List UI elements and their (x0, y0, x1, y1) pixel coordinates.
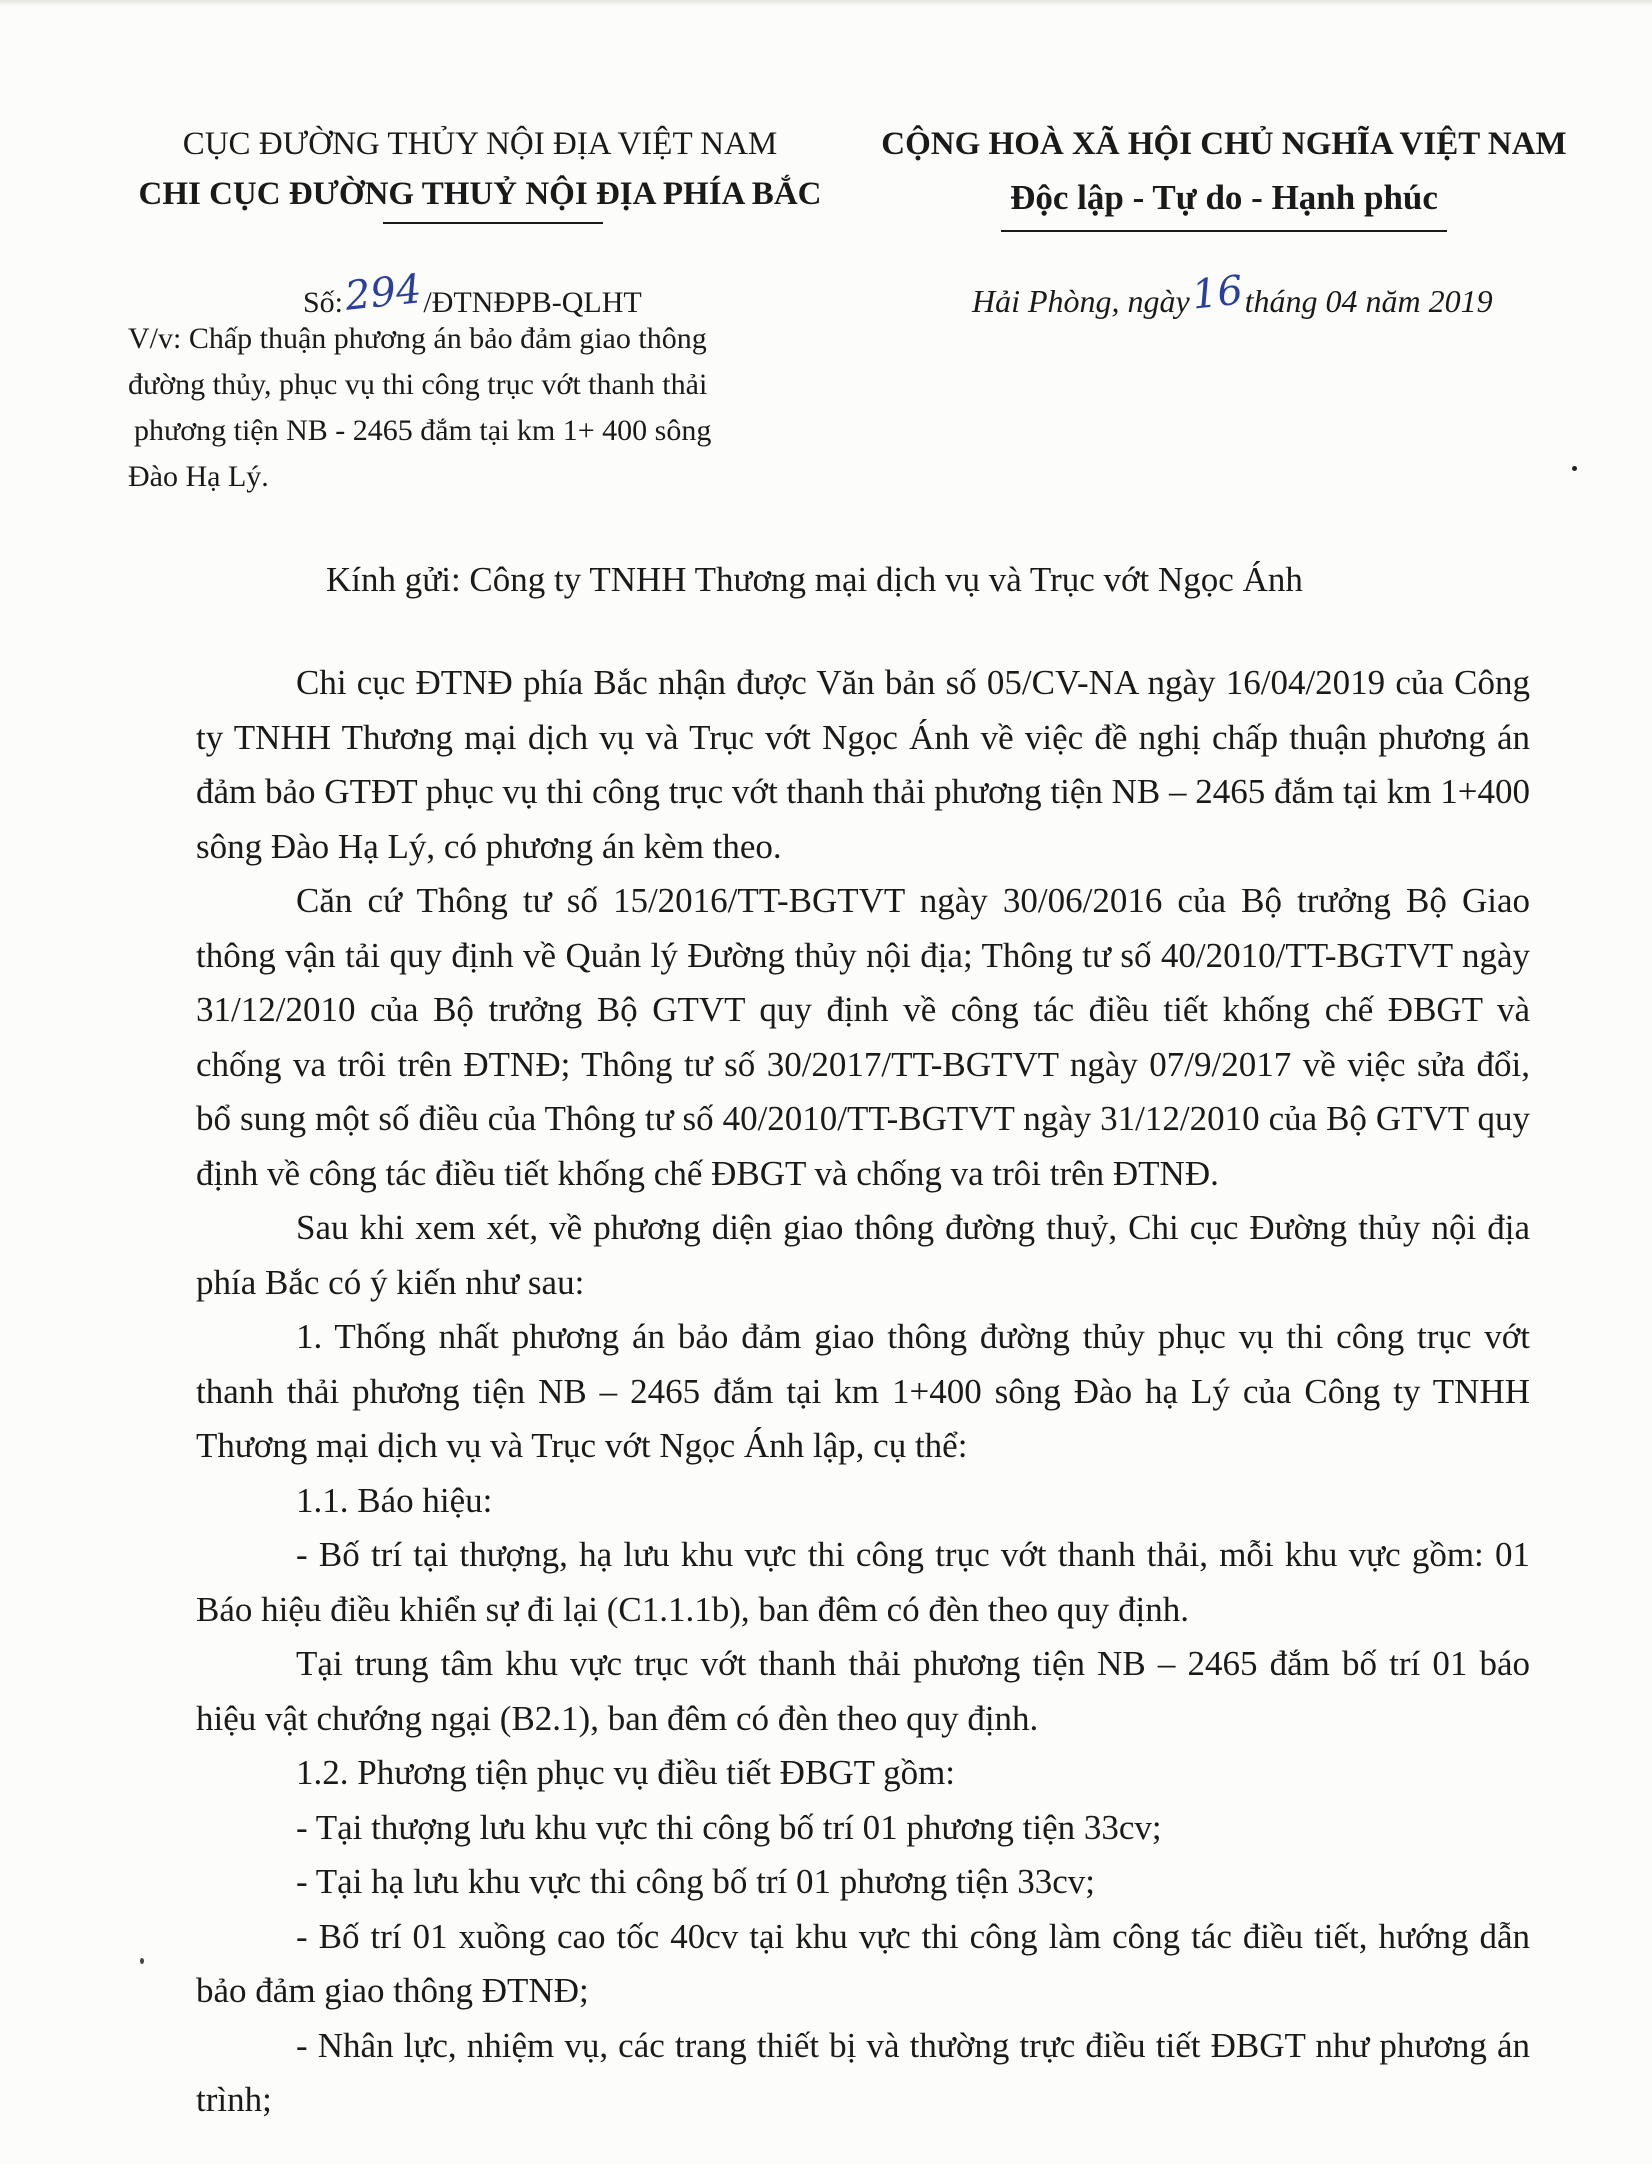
body-paragraph: Sau khi xem xét, về phương diện giao thông đường thuỷ, Chi cục Đường thủy nội địa phía Bắc có ý kiến như sau: (196, 1208, 1530, 1302)
handwritten-day: 16 (1189, 267, 1245, 319)
body-paragraph: 1.1. Báo hiệu: (296, 1480, 493, 1520)
agency-name: CHI CỤC ĐƯỜNG THUỶ NỘI ĐỊA PHÍA BẮC (138, 176, 822, 212)
body-paragraph: 1.2. Phương tiện phục vụ điều tiết ĐBGT gồm: (296, 1753, 956, 1792)
nation-title: CỘNG HOÀ XÃ HỘI CHỦ NGHĨA VIỆT NAM (881, 126, 1567, 162)
scan-speck (140, 1958, 144, 1964)
motto-underline (1001, 230, 1447, 232)
subject-line: V/v: Chấp thuận phương án bảo đảm giao thông (128, 322, 707, 355)
subject-line: phương tiện NB - 2465 đắm tại km 1+ 400 sông (134, 414, 712, 447)
body-paragraph: - Tại thượng lưu khu vực thi công bố trí 01 phương tiện 33cv; (296, 1807, 1162, 1847)
body-paragraph: - Bố trí 01 xuồng cao tốc 40cv tại khu vực thi công làm công tác điều tiết, hướng dẫn bảo đảm giao thông ĐTNĐ; (196, 1916, 1530, 2010)
nation-motto: Độc lập - Tự do - Hạnh phúc (1010, 178, 1438, 217)
agency-parent: CỤC ĐƯỜNG THỦY NỘI ĐỊA VIỆT NAM (182, 126, 778, 162)
subject-line: Đào Hạ Lý. (128, 460, 269, 493)
doc-number-suffix: /ĐTNĐPB-QLHT (423, 286, 642, 319)
subject-line: đường thủy, phục vụ thi công trục vớt thanh thải (128, 368, 708, 401)
scan-speck (1572, 466, 1577, 471)
body-paragraph: - Bố trí tại thượng, hạ lưu khu vực thi công trục vớt thanh thải, mỗi khu vực gồm: 01 Báo hiệu điều khiển sự đi lại (C1.1.1b), ban đêm có đèn theo quy định. (196, 1535, 1530, 1629)
body-paragraph: - Nhân lực, nhiệm vụ, các trang thiết bị và thường trực điều tiết ĐBGT như phương án trình; (196, 2025, 1530, 2119)
body-paragraph: Tại trung tâm khu vực trục vớt thanh thải phương tiện NB – 2465 đắm bố trí 01 báo hiệu vật chướng ngại (B2.1), ban đêm có đèn theo quy định. (196, 1644, 1530, 1738)
body-paragraph: Chi cục ĐTNĐ phía Bắc nhận được Văn bản số 05/CV-NA ngày 16/04/2019 của Công ty TNHH Thương mại dịch vụ và Trục vớt Ngọc Ánh về việc đề nghị chấp thuận phương án đảm bảo GTĐT phục vụ thi công trục vớt thanh thải phương tiện NB – 2465 đắm tại km 1+400 sông Đào Hạ Lý, có phương án kèm theo. (196, 663, 1530, 866)
place-date-prefix: Hải Phòng, ngày (972, 283, 1190, 319)
place-date-suffix: tháng 04 năm 2019 (1244, 283, 1493, 319)
body-paragraph: - Tại hạ lưu khu vực thi công bố trí 01 phương tiện 33cv; (296, 1862, 1095, 1901)
scan-edge (0, 0, 1652, 6)
handwritten-doc-number: 294 (342, 266, 424, 320)
document-body (196, 656, 1530, 2128)
recipient-line: Kính gửi: Công ty TNHH Thương mại dịch vụ và Trục vớt Ngọc Ánh (326, 560, 1303, 599)
doc-number-prefix: Số: (303, 286, 344, 319)
body-paragraph: 1. Thống nhất phương án bảo đảm giao thông đường thủy phục vụ thi công trục vớt thanh thải phương tiện NB – 2465 đắm tại km 1+400 sông Đào hạ Lý của Công ty TNHH Thương mại dịch vụ và Trục vớt Ngọc Ánh lập, cụ thể: (196, 1317, 1530, 1465)
place-date (972, 267, 1493, 322)
body-paragraph: Căn cứ Thông tư số 15/2016/TT-BGTVT ngày 30/06/2016 của Bộ trưởng Bộ Giao thông vận tải quy định về Quản lý Đường thủy nội địa; Thông tư số 40/2010/TT-BGTVT ngày 31/12/2010 của Bộ trưởng Bộ GTVT quy định về công tác điều tiết khống chế ĐBGT và chống va trôi trên ĐTNĐ; Thông tư số 30/2017/TT-BGTVT ngày 07/9/2017 về việc sửa đổi, bổ sung một số điều của Thông tư số 40/2010/TT-BGTVT ngày 31/12/2010 của Bộ GTVT quy định về công tác điều tiết khống chế ĐBGT và chống va trôi trên ĐTNĐ. (196, 881, 1530, 1193)
agency-underline (383, 222, 603, 224)
subject-block (128, 316, 858, 500)
